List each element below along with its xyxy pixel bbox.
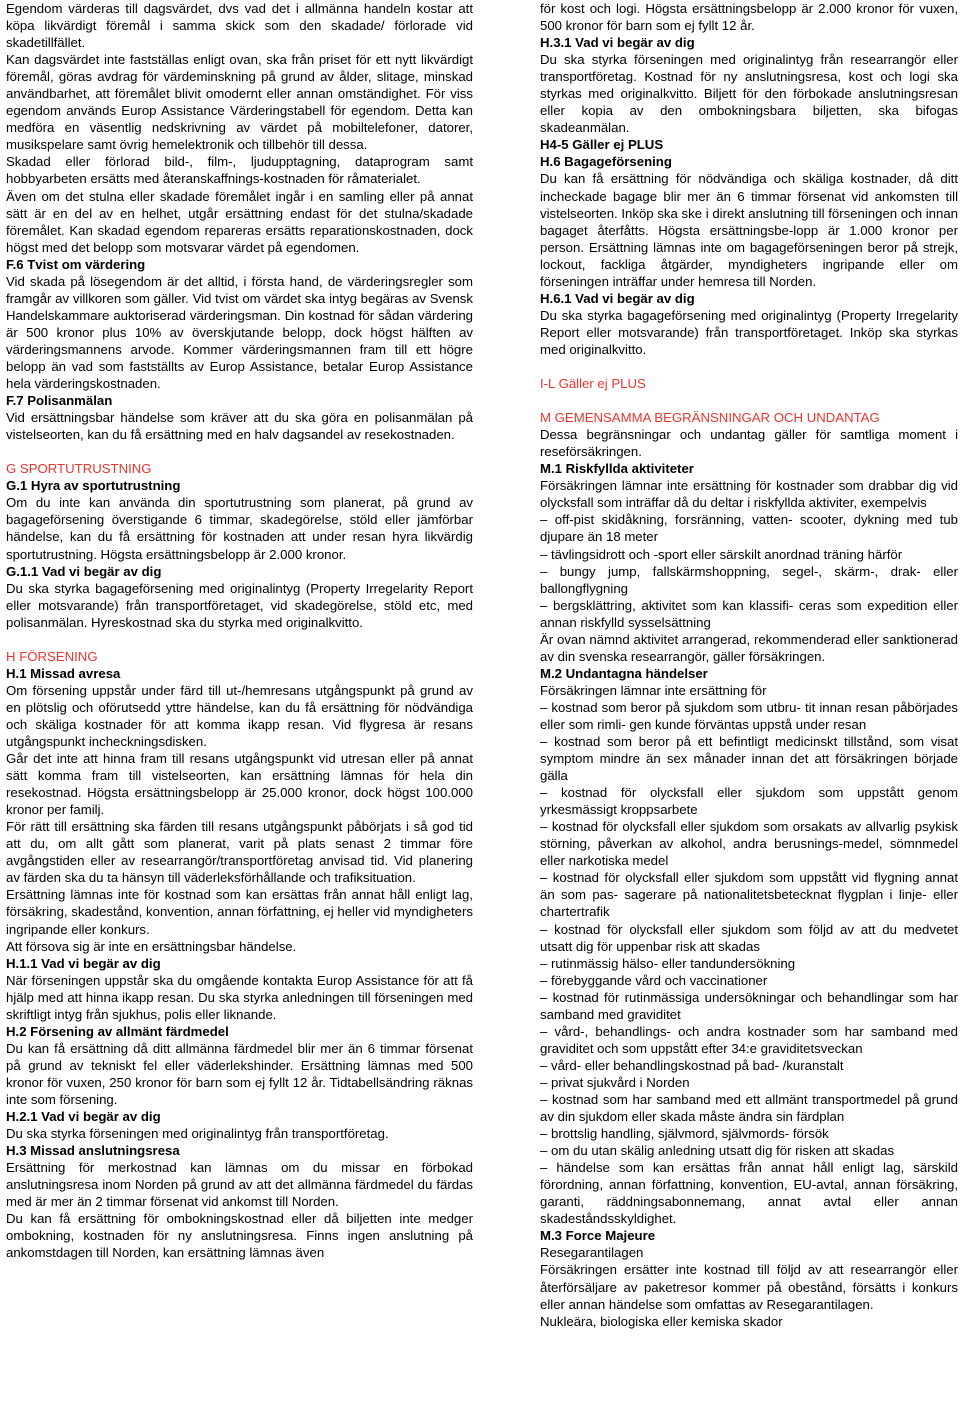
list-item-m2: – kostnad för rutinmässiga undersökningar och behandlingar som har samband med graviditet bbox=[540, 989, 958, 1022]
paragraph-h1-e: Att försova sig är inte en ersättningsbar händelse. bbox=[6, 938, 297, 954]
paragraph-h1-d: Ersättning lämnas inte för kostnad som kan ersättas från annat håll enligt lag, försäkring, skadestånd, konvention, annan författning, ej heller vid myndigheters ingripande eller konkurs. bbox=[6, 887, 473, 937]
paragraph-h3-continued: för kost och logi. Högsta ersättningsbelopp är 2.000 kronor för vuxen, 500 kronor för barn som ej fyllt 12 år. bbox=[540, 1, 958, 34]
heading-h1: H.1 Missad avresa bbox=[6, 665, 121, 681]
list-item-m2: – brottslig handling, självmord, självmords- försök bbox=[540, 1126, 829, 1142]
paragraph-h1-b: Går det inte att hinna fram till resans utgångspunkt vid utresan eller på annat sätt komma fram till vistelseorten, kan ersättning lämnas för hela din resekostnad. Högsta ersättningsbelopp är 25.000 kronor, dock högst 100.000 kronor per familj. bbox=[6, 751, 473, 818]
heading-h31: H.3.1 Vad vi begär av dig bbox=[540, 35, 695, 51]
heading-h11: H.1.1 Vad vi begär av dig bbox=[6, 955, 161, 971]
heading-m1: M.1 Riskfyllda aktiviteter bbox=[540, 461, 694, 477]
paragraph-m1-b: Är ovan nämnd aktivitet arrangerad, rekommenderad eller sanktionerad av din svenska researrangör, gäller försäkringen. bbox=[540, 631, 958, 664]
paragraph-f6: Vid skada på lösegendom är det alltid, i första hand, de värderingsregler som framgår av villkoren som gäller. Vid tvist om värdet ska intyg begäras av Svensk Handelskammare auktoriserad värderingsman. Din kostnad för sådan värdering är 500 kronor plus 10% av överskjutande belopp, dock högst hälften av värderingsmannens arvode. Kommer värderingsmannen fram till ett högre belopp än vad som fastställts av Europ Assistance, betalar Europ Assistance hela värderingskostnaden. bbox=[6, 273, 473, 392]
paragraph-m1: Försäkringen lämnar inte ersättning för kostnader som drabbar dig vid olycksfall som inträffar då du deltar i riskfyllda aktiviter, exempelvis bbox=[540, 478, 958, 511]
list-item-m1: – bergsklättring, aktivitet som kan klassifi- ceras som expedition eller annan riskfylld sysselsättning bbox=[540, 597, 958, 630]
list-item-m2: – händelse som kan ersättas från annat håll enligt lag, särskild förordning, annan författning, konvention, EU-avtal, annan försäkring, garanti, räddningsabonnemang, annat avtal eller annan skadeståndsskyldighet. bbox=[540, 1160, 958, 1227]
section-heading-h: H FÖRSENING bbox=[6, 648, 98, 664]
list-item-m2: – kostnad för olycksfall eller sjukdom som orsakats av allvarlig psykisk störning, påverkan av alkohol, andra berusnings-medel, sömnmedel eller narkotiska medel bbox=[540, 819, 958, 869]
list-item-m2: – förebyggande vård och vaccinationer bbox=[540, 972, 768, 988]
paragraph-h61: Du ska styrka bagageförsening med originalintyg (Property Irregelarity Report eller motsvarande) från transportföretaget. Inköp ska styrkas med originalkvitto. bbox=[540, 307, 958, 357]
heading-h61: H.6.1 Vad vi begär av dig bbox=[540, 290, 695, 306]
list-item-m2: – kostnad som beror på sjukdom som utbru- tit innan resan påbörjades eller som rimli- gen kunde förväntas uppstå under resan bbox=[540, 699, 958, 732]
heading-m3: M.3 Force Majeure bbox=[540, 1228, 656, 1244]
paragraph-h31: Du ska styrka förseningen med originalintyg från researrangör eller transportföretag. Kostnad för ny anslutningsresa, kost och logi ska styrkas med originalkvitto. Biljett för den förbokade anslutningsresan eller kopia av den ombokningsbara biljetten, ska bifogas skadeanmälan. bbox=[540, 52, 958, 136]
heading-h2: H.2 Försening av allmänt färdmedel bbox=[6, 1023, 229, 1039]
list-item-m2: – privat sjukvård i Norden bbox=[540, 1074, 690, 1090]
list-item-m2: – kostnad för olycksfall eller sjukdom som följd av att du medvetet utsatt dig för uppenbar risk att skadas bbox=[540, 921, 958, 954]
paragraph-collection-repair: Även om det stulna eller skadade föremålet ingår i en samling eller på annat sätt är en del av en helhet, utgår ersättning endast för det stulna/skadade föremålet. Kan skadad egendom repareras ersätts reparationskostnaden, dock högst med det belopp som motsvarar värdet på egendomen. bbox=[6, 188, 473, 255]
section-heading-i-l: I-L Gäller ej PLUS bbox=[540, 376, 646, 392]
paragraph-depreciation: Kan dagsvärdet inte fastställas enligt ovan, ska från priset för ett nytt likvärdigt föremål, göras avdrag för värdeminskning på grund av ålder, slitage, minskad användbarhet, att föremålet blivit omodernt eller annan omständighet. För viss egendom används Europ Assistance Värderingstabell för egendom. Detta kan medföra en väsentlig nedskrivning av värdet på mobiltelefoner, datorer, musikspelare samt övrig hemelektronik och tillbehör till dessa. bbox=[6, 52, 473, 153]
list-item-m2: – kostnad som beror på ett befintligt medicinskt tillstånd, som visat symptom mindre än sex månader innan det att försäkringen började gälla bbox=[540, 734, 958, 784]
list-item-m2: – om du utan skälig anledning utsatt dig för risken att skadas bbox=[540, 1143, 895, 1159]
paragraph-h1-c: För rätt till ersättning ska färden till resans utgångspunkt påbörjats i så god tid att du, om allt gått som planerat, varit på plats senast 2 timmar före avgångstiden eller av researrangör/transportföretag anvisad tid. Vid planering av färden ska du ta hänsyn till väderleksförhållande och trafiksituation. bbox=[6, 819, 473, 886]
paragraph-h3-a: Ersättning för merkostnad kan lämnas om du missar en förbokad anslutningsresa inom Norden på grund av att det allmänna färdmedel du färdas med är mer än 2 timmar försenat vid ankomst till Norden. bbox=[6, 1160, 473, 1210]
section-heading-m: M GEMENSAMMA BEGRÄNSNINGAR OCH UNDANTAG bbox=[540, 410, 880, 426]
paragraph-g11: Du ska styrka bagageförsening med originalintyg (Property Irregelarity Report eller motsvarande) från transportföretaget, vid skadegörelse, stöld etc, med polisanmälan. Hyreskostnad ska du styrka med originalkvitto. bbox=[6, 580, 473, 630]
paragraph-h21: Du ska styrka förseningen med originalintyg från transportföretag. bbox=[6, 1126, 389, 1142]
heading-h4-5: H4-5 Gäller ej PLUS bbox=[540, 137, 664, 153]
heading-f6: F.6 Tvist om värdering bbox=[6, 256, 146, 272]
list-item-m2: – kostnad för olycksfall eller sjukdom som uppstått genom yrkesmässigt kroppsarbete bbox=[540, 785, 958, 818]
paragraph-valuation-intro: Egendom värderas till dagsvärdet, dvs vad det i allmänna handeln kostar att köpa likvärdigt föremål i samma skick som den skadade/ förlorade vid skadetillfället. bbox=[6, 1, 473, 51]
heading-h6: H.6 Bagageförsening bbox=[540, 154, 672, 170]
paragraph-h2: Du kan få ersättning då ditt allmänna färdmedel blir mer än 6 timmar försenat på grund av tekniskt fel eller väderlekshinder. Ersättning lämnas med 500 kronor för vuxen, 250 kronor för barn som ej fyllt 12 år. Tidtabellsändring räknas inte som försening. bbox=[6, 1040, 473, 1107]
paragraph-m3-c: Nukleära, biologiska eller kemiska skador bbox=[540, 1313, 783, 1329]
heading-f7: F.7 Polisanmälan bbox=[6, 393, 113, 409]
list-item-m1: – tävlingsidrott och -sport eller särskilt anordnad träning härför bbox=[540, 546, 903, 562]
paragraph-g1: Om du inte kan använda din sportutrustning som planerat, på grund av bagageförsening överstigande 6 timmar, skadegörelse, stöld eller jämförbar händelse, kan du få ersättning för kostnaden att under resan hyra likvärdig sportutrustning. Högsta ersättningsbelopp är 2.000 kronor. bbox=[6, 495, 473, 562]
heading-g1: G.1 Hyra av sportutrustning bbox=[6, 478, 181, 494]
paragraph-media-compensation: Skadad eller förlorad bild-, film-, ljudupptagning, dataprogram samt hobbyarbeten ersätts med återanskaffnings-kostnaden för råmaterialet. bbox=[6, 154, 473, 187]
heading-h21: H.2.1 Vad vi begär av dig bbox=[6, 1109, 161, 1125]
heading-h3: H.3 Missad anslutningsresa bbox=[6, 1143, 180, 1159]
paragraph-h3-b: Du kan få ersättning för ombokningskostnad eller då biljetten inte medger ombokning, kostnaden för ny anslutningsresa. Finns ingen anslutning på ankomstdagen till Norden, kan ersättning lämnas även bbox=[6, 1211, 473, 1261]
paragraph-h1-a: Om försening uppstår under färd till ut-/hemresans utgångspunkt på grund av en plötslig och oförutsedd yttre händelse, kan du få ersättning för nödvändiga och skäliga kostnader för att komma ikapp resan. Vid flygresa är resans utgångspunkt incheckningsdisken. bbox=[6, 682, 473, 750]
list-item-m2: – kostnad som har samband med ett allmänt transportmedel på grund av din sjukdom eller skada måste ändra sin färdplan bbox=[540, 1092, 958, 1125]
section-heading-g: G SPORTUTRUSTNING bbox=[6, 461, 152, 477]
list-item-m2: – rutinmässig hälso- eller tandundersökning bbox=[540, 955, 796, 971]
paragraph-h11: När förseningen uppstår ska du omgående kontakta Europ Assistance för att få hjälp med att hinna ikapp resan. Du ska styrka anledningen till förseningen med skriftligt intyg från sjukhus, polis eller liknande. bbox=[6, 972, 473, 1022]
paragraph-m3-a: Resegarantilagen bbox=[540, 1245, 644, 1261]
paragraph-h6: Du kan få ersättning för nödvändiga och skäliga kostnader, då ditt incheckade bagage blir mer än 6 timmar försenat vid ankomsten till vistelseorten. Inköp ska ske i direkt anslutning till förseningen och innan bagaget återfåtts. Högsta ersättningsbe-lopp är 1.000 kronor per person. Ersättning lämnas inte om bagageförseningen beror på strejk, lockout, fackliga åtgärder, myndigheters ingripande eller om förseningen inträffar under hemresa till Norden. bbox=[540, 171, 958, 289]
heading-m2: M.2 Undantagna händelser bbox=[540, 665, 708, 681]
right-column bbox=[540, 0, 958, 1330]
list-item-m1: – off-pist skidåkning, forsränning, vatten- scooter, dykning med tub djupare än 18 meter bbox=[540, 512, 958, 545]
paragraph-m: Dessa begränsningar och undantag gäller för samtliga moment i reseförsäkringen. bbox=[540, 427, 958, 460]
paragraph-m2: Försäkringen lämnar inte ersättning för bbox=[540, 682, 767, 698]
left-column bbox=[6, 0, 473, 1261]
paragraph-f7: Vid ersättningsbar händelse som kräver att du ska göra en polisanmälan på vistelseorten, kan du få ersättning med en halv dagsandel av resekostnaden. bbox=[6, 410, 473, 443]
list-item-m2: – vård-, behandlings- och andra kostnader som har samband med graviditet och som uppstått efter 34:e graviditetsveckan bbox=[540, 1023, 958, 1056]
paragraph-m3-b: Försäkringen ersätter inte kostnad till följd av att researrangör eller återförsäljare av paketresor kommer på obestånd, försätts i konkurs eller annan händelse som omfattas av Resegarantilagen. bbox=[540, 1262, 958, 1312]
heading-g11: G.1.1 Vad vi begär av dig bbox=[6, 563, 162, 579]
list-item-m1: – bungy jump, fallskärmshoppning, segel-, skärm-, drak- eller ballongflygning bbox=[540, 563, 958, 596]
list-item-m2: – kostnad för olycksfall eller sjukdom som uppstått vid flygning annat än som pas- sagerare på nationalitetsbetecknat flygplan i linje- eller chartertrafik bbox=[540, 870, 958, 920]
list-item-m2: – vård- eller behandlingskostnad på bad- /kuranstalt bbox=[540, 1057, 844, 1073]
